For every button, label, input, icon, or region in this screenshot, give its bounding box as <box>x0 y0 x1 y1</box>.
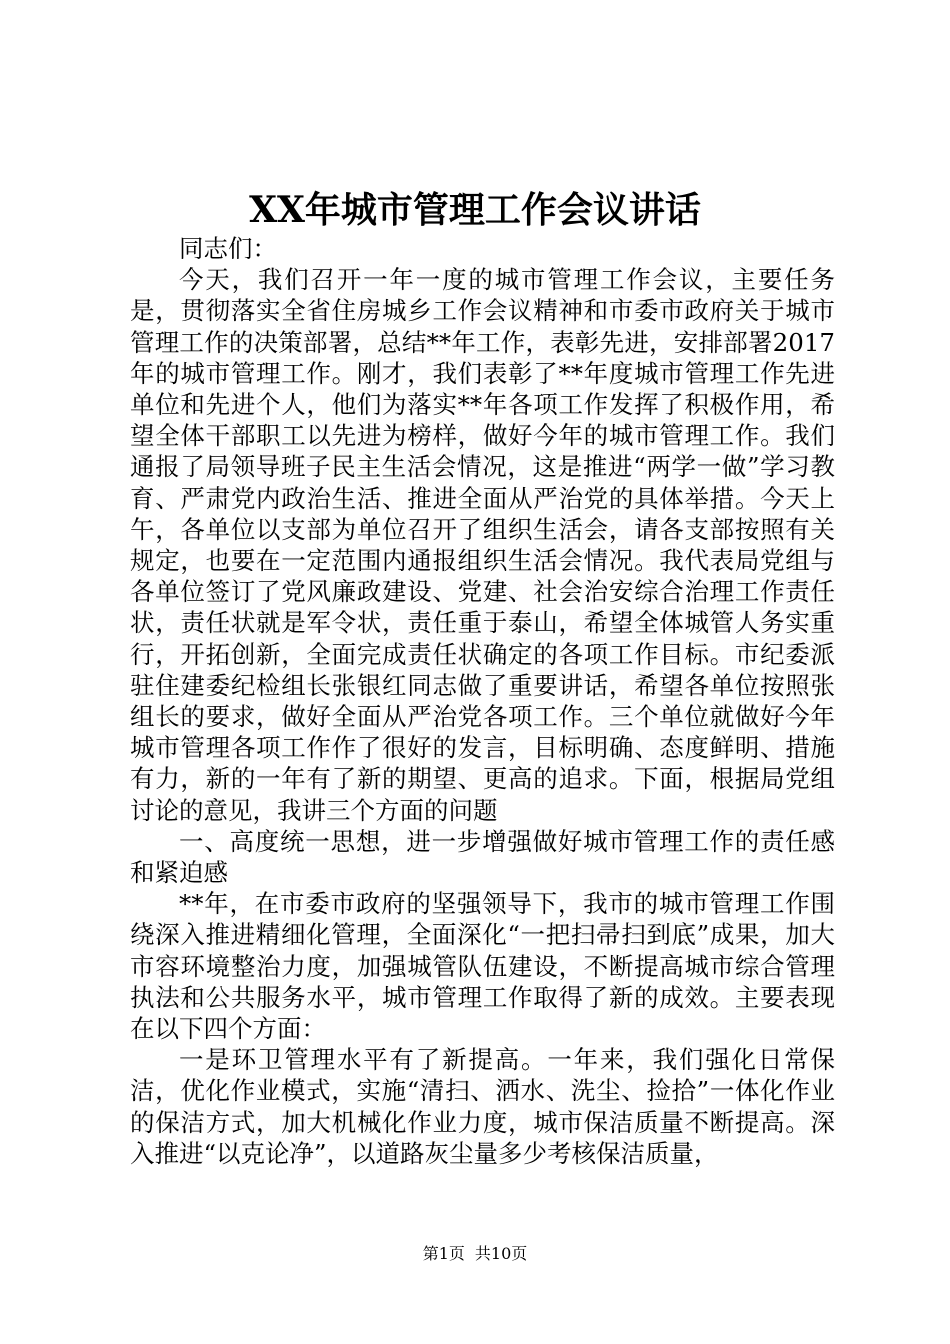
salutation-paragraph: 同志们： <box>179 234 277 263</box>
document-body <box>130 233 835 1169</box>
opening-paragraph: 今天，我们召开一年一度的城市管理工作会议，主要任务是，贯彻落实全省住房城乡工作会议精神和市委市政府关于城市管理工作的决策部署，总结**年工作，表彰先进，安排部署2017年的城市管理工作。刚才，我们表彰了**年度城市管理工作先进单位和先进个人，他们为落实**年各项工作发挥了积极作用，希望全体干部职工以先进为榜样，做好今年的城市管理工作。我们通报了局领导班子民主生活会情况，这是推进“两学一做”学习教育、严肃党内政治生活、推进全面从严治党的具体举措。今天上午，各单位以支部为单位召开了组织生活会，请各支部按照有关规定，也要在一定范围内通报组织生活会情况。我代表局党组与各单位签订了党风廉政建设、党建、社会治安综合治理工作责任状，责任状就是军令状，责任重于泰山，希望全体城管人务实重行，开拓创新，全面完成责任状确定的各项工作目标。市纪委派驻住建委纪检组长张银红同志做了重要讲话，希望各单位按照张组长的要求，做好全面从严治党各项工作。三个单位就做好今年城市管理各项工作作了很好的发言，目标明确、态度鲜明、措施有力，新的一年有了新的期望、更高的追求。下面，根据局党组讨论的意见，我讲三个方面的问题 <box>130 265 835 825</box>
summary-paragraph: **年，在市委市政府的坚强领导下，我市的城市管理工作围绕深入推进精细化管理，全面深化“一把扫帚扫到底”成果，加大市容环境整治力度，加强城管队伍建设，不断提高城市综合管理执法和公共服务水平，城市管理工作取得了新的成效。主要表现在以下四个方面： <box>130 889 835 1044</box>
document-title: XX年城市管理工作会议讲话 <box>249 189 701 231</box>
section-heading-1: 一、高度统一思想，进一步增强做好城市管理工作的责任感和紧迫感 <box>130 826 835 888</box>
point-one-paragraph: 一是环卫管理水平有了新提高。一年来，我们强化日常保洁，优化作业模式，实施“清扫、洒水、洗尘、捡拾”一体化作业的保洁方式，加大机械化作业力度，城市保洁质量不断提高。深入推进“以克论净”，以道路灰尘量多少考核保洁质量， <box>130 1045 835 1168</box>
page-total: 共10页 <box>474 1244 528 1263</box>
page-footer <box>0 1244 950 1264</box>
page-number: 第1页 <box>422 1244 465 1263</box>
